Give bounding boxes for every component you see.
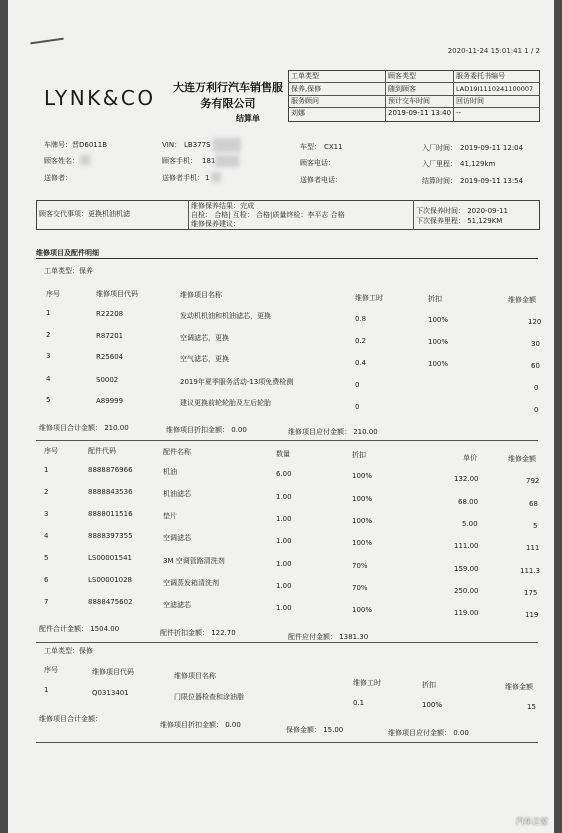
parts-row-no: 4 — [44, 532, 49, 540]
labor2-row-code: Q0313401 — [92, 689, 129, 697]
labor1-row-name: 发动机机油和机油滤芯，更换 — [180, 312, 271, 320]
parts-row-code: 8888475602 — [88, 598, 133, 606]
plate-label: 车牌号： — [44, 141, 72, 149]
labor1-row-code: R87201 — [96, 332, 124, 340]
parts-row-amount: 111.3 — [520, 567, 541, 575]
parts-row-no: 5 — [44, 554, 49, 562]
labor2-row-name: 门限位器检查和涂油脂 — [174, 693, 244, 701]
labor2-col-code: 维修项目代码 — [92, 668, 134, 676]
labor1-col-code: 维修项目代码 — [96, 290, 138, 298]
parts-row-qty: 1.00 — [276, 493, 292, 501]
redaction — [215, 155, 239, 167]
labor2-col-amount: 维修金额 — [505, 683, 533, 691]
customer-type-label: 顾客类型 — [388, 72, 416, 80]
parts-row-amount: 119 — [525, 611, 539, 619]
parts-row-code: 8888011516 — [88, 510, 133, 518]
parts-row-price: 68.00 — [458, 498, 479, 506]
labor1-col-no: 序号 — [46, 290, 60, 298]
labor1-discount-total: 维修项目折扣金额： 0.00 — [166, 426, 247, 434]
parts-row-name: 机油 — [163, 468, 177, 476]
parts-row-code: 8888397355 — [88, 532, 133, 540]
parts-row-name: 空调蒸发箱清洗剂 — [163, 579, 219, 587]
redaction — [213, 138, 241, 152]
model-value: CX11 — [324, 143, 343, 151]
labor2-col-discount: 折扣 — [422, 681, 436, 689]
labor1-row-amount: 120 — [528, 318, 542, 326]
labor1-row-hours: 0.8 — [355, 315, 367, 323]
parts-row-amount: 68 — [529, 500, 538, 508]
labor1-row-discount: 100% — [428, 338, 449, 346]
next-service-mileage: 下次保养里程： 51,129KM — [416, 217, 503, 225]
print-timestamp: 2020-11-24 15:01:41 1 / 2 — [447, 47, 540, 55]
order-type-value: 保养,保修 — [291, 85, 322, 93]
labor1-col-discount: 折扣 — [428, 295, 442, 303]
callback-time-value: -- — [456, 109, 462, 117]
customer-type-value: 随到顾客 — [388, 85, 416, 93]
parts-row-no: 1 — [44, 466, 49, 474]
labor1-row-name: 空调滤芯，更换 — [180, 334, 229, 342]
labor1-row-code: R22208 — [96, 310, 124, 318]
settlement-sheet — [8, 0, 554, 833]
service-order-no-value: LAD19I1110241100007 — [456, 85, 534, 93]
parts-row-amount: 792 — [526, 477, 540, 485]
parts-row-price: 159.00 — [454, 565, 479, 573]
parts-row-price: 132.00 — [454, 475, 479, 483]
parts-row-discount: 100% — [352, 606, 373, 614]
labor2-row-amount: 15 — [527, 703, 536, 711]
model-label: 车型： — [300, 143, 321, 151]
parts-row-discount: 70% — [352, 562, 368, 570]
labor1-row-amount: 0 — [534, 384, 539, 392]
settle-time-value: 2019-09-11 13:54 — [460, 177, 524, 185]
sender-label: 送修者： — [44, 174, 72, 182]
parts-row-price: 250.00 — [454, 587, 479, 595]
advisor-label: 服务顾问 — [291, 97, 319, 105]
labor1-row-code: S0002 — [96, 376, 119, 384]
parts-row-no: 2 — [44, 488, 49, 496]
customer-request: 顾客交代事项：更换机油机滤 — [39, 210, 130, 218]
labor1-row-hours: 0.4 — [355, 359, 367, 367]
service-order-no-label: 服务委托书编号 — [456, 72, 505, 80]
vin-label: VIN： — [162, 141, 182, 149]
parts-col-amount: 维修金额 — [508, 455, 536, 463]
labor1-row-no: 4 — [46, 375, 51, 383]
parts-row-no: 7 — [44, 598, 49, 606]
labor1-col-amount: 维修金额 — [508, 296, 536, 304]
settle-time-label: 结算时间： — [422, 177, 457, 185]
parts-row-price: 111.00 — [454, 542, 479, 550]
watermark: 汽车之家 — [516, 817, 548, 826]
expected-delivery-value: 2019-09-11 13:40 — [388, 109, 452, 117]
labor1-row-hours: 0 — [355, 381, 360, 389]
labor2-row-no: 1 — [44, 686, 49, 694]
parts-row-qty: 1.00 — [276, 604, 292, 612]
maintenance-advice: 维修保养建议： — [191, 220, 240, 228]
labor1-row-no: 5 — [46, 396, 51, 404]
sender-mobile-label: 送修者手机： — [162, 174, 204, 182]
labor1-payable: 维修项目应付金额： 210.00 — [288, 428, 378, 436]
labor1-row-name: 2019年夏季服务活动-13项免费检测 — [180, 378, 294, 386]
sender-mobile-value: 1 — [205, 174, 210, 182]
labor1-col-name: 维修项目名称 — [180, 291, 222, 299]
document-title: 结算单 — [236, 114, 260, 123]
inspection-result: 自检： 合格| 互检： 合格|质量终检：李平志 合格 — [191, 211, 345, 219]
labor1-row-code: A89999 — [96, 397, 124, 405]
parts-row-qty: 1.00 — [276, 537, 292, 545]
parts-row-code: 8888843536 — [88, 488, 133, 496]
section-title: 维修项目及配件明细 — [36, 249, 99, 257]
parts-row-discount: 100% — [352, 495, 373, 503]
parts-row-name: 空调滤芯 — [163, 534, 191, 542]
parts-row-price: 119.00 — [454, 609, 479, 617]
parts-row-no: 3 — [44, 510, 49, 518]
maintenance-result: 维修保养结果：完成 — [191, 202, 254, 210]
vin-value: LB377S — [184, 141, 211, 149]
parts-row-discount: 70% — [352, 584, 368, 592]
labor2-total: 维修项目合计金额： — [39, 715, 102, 723]
parts-row-discount: 100% — [352, 517, 373, 525]
labor1-row-amount: 30 — [531, 340, 540, 348]
parts-payable: 配件应付金额： 1381.30 — [288, 633, 369, 641]
labor1-row-discount: 100% — [428, 316, 449, 324]
callback-time-label: 回访时间 — [456, 97, 484, 105]
parts-row-no: 6 — [44, 576, 49, 584]
parts-row-qty: 1.00 — [276, 515, 292, 523]
labor2-col-no: 序号 — [44, 666, 58, 674]
parts-row-code: 8888876966 — [88, 466, 133, 474]
parts-col-name: 配件名称 — [163, 448, 191, 456]
sender-phone-label: 送修者电话： — [300, 176, 342, 184]
parts-row-price: 5.00 — [462, 520, 478, 528]
parts-row-name: 3M 空调管路清洗剂 — [163, 557, 225, 565]
parts-row-amount: 111 — [526, 544, 540, 552]
parts-row-name: 机油滤芯 — [163, 490, 191, 498]
parts-row-qty: 1.00 — [276, 560, 292, 568]
company-name: 大连万利行汽车销售服务有限公司 — [173, 81, 283, 110]
labor1-row-code: R25604 — [96, 353, 124, 361]
brand-logo: LYNK&CO — [44, 86, 156, 110]
labor2-discount-total: 维修项目折扣金额： 0.00 — [160, 721, 241, 729]
labor1-total: 维修项目合计金额： 210.00 — [39, 424, 129, 432]
labor1-row-no: 3 — [46, 352, 51, 360]
order-type-label: 工单类型 — [291, 72, 319, 80]
parts-row-amount: 175 — [524, 589, 538, 597]
labor2-col-name: 维修项目名称 — [174, 672, 216, 680]
next-service-time: 下次保养时间： 2020-09-11 — [416, 207, 508, 215]
labor1-row-amount: 60 — [531, 362, 540, 370]
customer-mobile-value: 181 — [202, 157, 216, 165]
plate-value: 晋D6011B — [72, 141, 108, 149]
labor1-col-hours: 维修工时 — [355, 294, 383, 302]
labor1-row-amount: 0 — [534, 406, 539, 414]
labor2-row-hours: 0.1 — [353, 699, 365, 707]
customer-name-label: 顾客姓名： — [44, 157, 79, 165]
parts-col-no: 序号 — [44, 447, 58, 455]
labor1-row-hours: 0.2 — [355, 337, 367, 345]
parts-row-discount: 100% — [352, 539, 373, 547]
mileage-value: 41,129km — [460, 160, 496, 168]
labor1-row-discount: 100% — [428, 360, 449, 368]
labor1-row-hours: 0 — [355, 403, 360, 411]
mileage-label: 入厂里程： — [422, 160, 457, 168]
parts-col-code: 配件代码 — [88, 447, 116, 455]
parts-col-price: 单价 — [463, 454, 477, 462]
parts-row-name: 垫片 — [163, 512, 177, 520]
parts-discount-total: 配件折扣金额： 122.70 — [160, 629, 236, 637]
parts-col-qty: 数量 — [276, 450, 290, 458]
labor1-row-name: 空气滤芯，更换 — [180, 355, 229, 363]
warranty-amount: 保修金额： 15.00 — [286, 726, 344, 734]
parts-row-amount: 5 — [533, 522, 538, 530]
customer-mobile-label: 顾客手机： — [162, 157, 197, 165]
customer-phone-label: 顾客电话： — [300, 159, 335, 167]
labor1-order-type: 工单类型：保养 — [44, 267, 93, 275]
parts-col-discount: 折扣 — [352, 451, 366, 459]
labor2-payable: 维修项目应付金额： 0.00 — [388, 729, 469, 737]
labor1-row-no: 2 — [46, 331, 51, 339]
in-time-label: 入厂时间： — [422, 144, 457, 152]
labor1-row-no: 1 — [46, 309, 51, 317]
parts-row-name: 空滤滤芯 — [163, 601, 191, 609]
parts-row-qty: 1.00 — [276, 582, 292, 590]
expected-delivery-label: 预计交车时间 — [388, 97, 430, 105]
parts-row-discount: 100% — [352, 472, 373, 480]
labor1-row-name: 建议更换前轮轮胎及左后轮胎 — [180, 399, 271, 407]
parts-row-qty: 6.00 — [276, 470, 292, 478]
parts-row-code: LS00001541 — [88, 554, 132, 562]
parts-row-code: LS00001028 — [88, 576, 132, 584]
labor2-col-hours: 维修工时 — [353, 679, 381, 687]
advisor-value: 刘娜 — [291, 109, 305, 117]
parts-total: 配件合计金额： 1504.00 — [39, 625, 120, 633]
labor2-order-type: 工单类型：保修 — [44, 647, 93, 655]
redaction — [80, 155, 90, 165]
in-time-value: 2019-09-11 12:04 — [460, 144, 524, 152]
redaction — [211, 172, 221, 182]
pen-mark — [30, 38, 64, 45]
labor2-row-discount: 100% — [422, 701, 443, 709]
